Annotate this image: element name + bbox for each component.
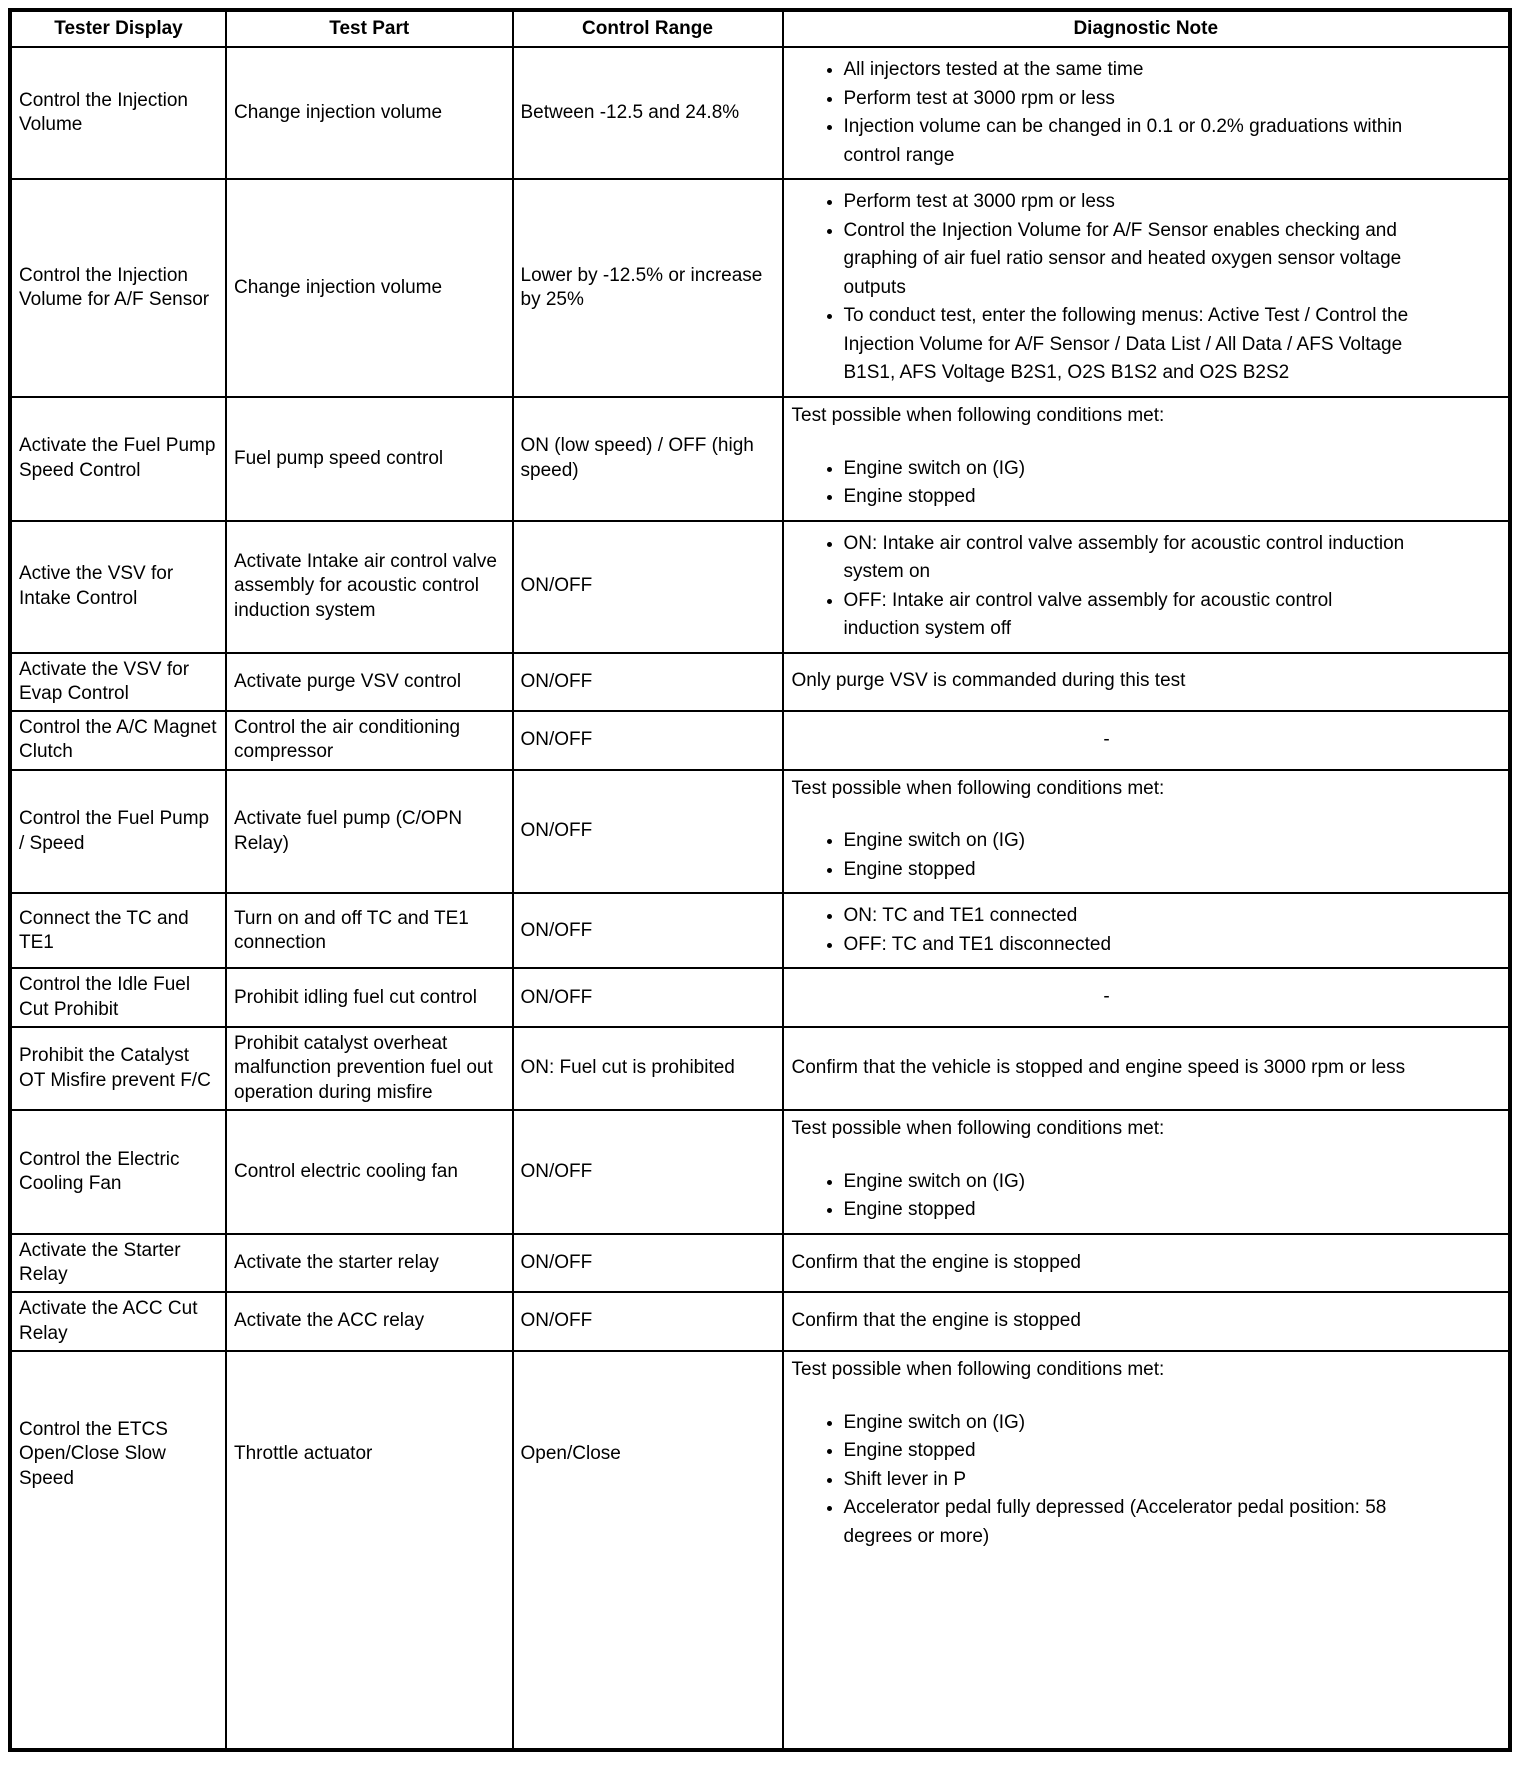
active-test-table — [8, 8, 1512, 1752]
diagnostic-note-cell — [783, 711, 1511, 770]
note-bullet: • Engine stopped — [844, 856, 1411, 885]
table-row — [10, 1027, 1510, 1110]
test-part-cell: Throttle actuator — [226, 1351, 513, 1750]
diagnostic-note-cell — [783, 1292, 1511, 1351]
diagnostic-note-cell — [783, 1351, 1511, 1750]
diagnostic-note-cell — [783, 893, 1511, 968]
table-row — [10, 711, 1510, 770]
note-bullet: • OFF: Intake air control valve assembly for acoustic control induction system off — [844, 587, 1411, 644]
table-header — [10, 10, 1510, 47]
note-bullet: • Engine stopped — [844, 483, 1411, 512]
note-bullet: • ON: TC and TE1 connected — [844, 902, 1411, 931]
note-intro: Test possible when following conditions met: — [791, 404, 1165, 426]
note-bullet-list — [792, 902, 1501, 959]
tester-display-cell: Activate the Starter Relay — [10, 1234, 226, 1293]
test-part-cell: Activate the ACC relay — [226, 1292, 513, 1351]
note-bullet: • Engine switch on (IG) — [844, 827, 1411, 856]
control-range-cell: Lower by -12.5% or increase by 25% — [513, 179, 783, 397]
note-bullet: • Injection volume can be changed in 0.1 or 0.2% graduations within control range — [844, 113, 1411, 170]
note-bullet: • OFF: TC and TE1 disconnected — [844, 931, 1411, 960]
tester-display-cell: Control the Electric Cooling Fan — [10, 1110, 226, 1234]
note-intro: Test possible when following conditions met: — [791, 1358, 1165, 1380]
test-part-cell: Turn on and off TC and TE1 connection — [226, 893, 513, 968]
note-bullet: • Engine stopped — [844, 1196, 1411, 1225]
control-range-cell: ON/OFF — [513, 1292, 783, 1351]
note-bullet: • Engine switch on (IG) — [844, 455, 1411, 484]
table-row — [10, 893, 1510, 968]
column-header-test-part: Test Part — [226, 10, 513, 47]
tester-display-cell: Control the Injection Volume — [10, 47, 226, 179]
note-bullet: • Control the Injection Volume for A/F Sensor enables checking and graphing of air fuel ratio sensor and heated oxygen sensor voltage outputs — [844, 217, 1411, 303]
table-row — [10, 47, 1510, 179]
diagnostic-note-cell — [783, 1234, 1511, 1293]
note-bullet-list — [792, 827, 1501, 884]
table-row — [10, 653, 1510, 712]
control-range-cell: ON: Fuel cut is prohibited — [513, 1027, 783, 1110]
control-range-cell: ON/OFF — [513, 1234, 783, 1293]
note-bullet-list — [792, 56, 1501, 170]
tester-display-cell: Active the VSV for Intake Control — [10, 521, 226, 653]
tester-display-cell: Prohibit the Catalyst OT Misfire prevent F/C — [10, 1027, 226, 1110]
note-bullet: • ON: Intake air control valve assembly for acoustic control induction system on — [844, 530, 1411, 587]
tester-display-cell: Control the ETCS Open/Close Slow Speed — [10, 1351, 226, 1750]
note-intro: Test possible when following conditions met: — [791, 1118, 1165, 1139]
note-text: Only purge VSV is commanded during this test — [791, 670, 1186, 692]
note-text: - — [1103, 986, 1110, 1008]
control-range-cell: ON/OFF — [513, 968, 783, 1027]
column-header-tester-display: Tester Display — [10, 10, 226, 47]
note-bullet: • Accelerator pedal fully depressed (Accelerator pedal position: 58 degrees or more) — [844, 1494, 1411, 1551]
control-range-cell: ON/OFF — [513, 521, 783, 653]
test-part-cell: Control electric cooling fan — [226, 1110, 513, 1234]
test-part-cell: Fuel pump speed control — [226, 397, 513, 521]
note-bullet-list — [792, 188, 1501, 388]
control-range-cell: ON/OFF — [513, 653, 783, 712]
column-header-control-range: Control Range — [513, 10, 783, 47]
test-part-cell: Prohibit idling fuel cut control — [226, 968, 513, 1027]
table-row — [10, 968, 1510, 1027]
note-bullet: • All injectors tested at the same time — [844, 56, 1411, 85]
test-part-cell: Control the air conditioning compressor — [226, 711, 513, 770]
control-range-cell: ON/OFF — [513, 770, 783, 894]
tester-display-cell: Control the Fuel Pump / Speed — [10, 770, 226, 894]
note-text: - — [1103, 729, 1110, 751]
control-range-cell: ON/OFF — [513, 1110, 783, 1234]
note-bullet-list — [792, 1168, 1501, 1225]
test-part-cell: Activate the starter relay — [226, 1234, 513, 1293]
column-header-diagnostic-note: Diagnostic Note — [783, 10, 1511, 47]
test-part-cell: Change injection volume — [226, 179, 513, 397]
note-text: Confirm that the vehicle is stopped and engine speed is 3000 rpm or less — [791, 1057, 1406, 1079]
control-range-cell: ON/OFF — [513, 711, 783, 770]
diagnostic-note-cell — [783, 1027, 1511, 1110]
diagnostic-note-cell — [783, 521, 1511, 653]
tester-display-cell: Control the Injection Volume for A/F Sensor — [10, 179, 226, 397]
table-row — [10, 1234, 1510, 1293]
note-bullet: • Shift lever in P — [844, 1466, 1411, 1495]
test-part-cell: Change injection volume — [226, 47, 513, 179]
tester-display-cell: Activate the VSV for Evap Control — [10, 653, 226, 712]
control-range-cell: ON/OFF — [513, 893, 783, 968]
test-part-cell: Activate purge VSV control — [226, 653, 513, 712]
header-row — [10, 10, 1510, 47]
table-row — [10, 179, 1510, 397]
tester-display-cell: Connect the TC and TE1 — [10, 893, 226, 968]
diagnostic-note-cell — [783, 179, 1511, 397]
table-row — [10, 770, 1510, 894]
table-row — [10, 397, 1510, 521]
note-bullet: • To conduct test, enter the following menus: Active Test / Control the Injection Volume for A/F Sensor / Data List / All Data / AFS Voltage B1S1, AFS Voltage B2S1, O2S B1S2 and O2S B2S2 — [844, 302, 1411, 388]
control-range-cell: ON (low speed) / OFF (high speed) — [513, 397, 783, 521]
tester-display-cell: Activate the ACC Cut Relay — [10, 1292, 226, 1351]
note-bullet: • Engine stopped — [844, 1437, 1411, 1466]
diagnostic-note-cell — [783, 47, 1511, 179]
control-range-cell: Between -12.5 and 24.8% — [513, 47, 783, 179]
note-bullet: • Perform test at 3000 rpm or less — [844, 188, 1411, 217]
test-part-cell: Prohibit catalyst overheat malfunction prevention fuel out operation during misfire — [226, 1027, 513, 1110]
test-part-cell: Activate fuel pump (C/OPN Relay) — [226, 770, 513, 894]
note-intro: Test possible when following conditions met: — [791, 777, 1165, 799]
tester-display-cell: Control the Idle Fuel Cut Prohibit — [10, 968, 226, 1027]
note-bullet-list — [792, 455, 1501, 512]
table-row — [10, 1110, 1510, 1234]
diagnostic-note-cell — [783, 653, 1511, 712]
diagnostic-note-cell — [783, 968, 1511, 1027]
table-row — [10, 1351, 1510, 1750]
note-bullet: • Perform test at 3000 rpm or less — [844, 85, 1411, 114]
tester-display-cell: Control the A/C Magnet Clutch — [10, 711, 226, 770]
tester-display-cell: Activate the Fuel Pump Speed Control — [10, 397, 226, 521]
diagnostic-note-cell — [783, 1110, 1511, 1234]
table-body — [10, 47, 1510, 1750]
note-bullet-list — [792, 1409, 1501, 1552]
table-row — [10, 521, 1510, 653]
control-range-cell: Open/Close — [513, 1351, 783, 1750]
diagnostic-note-cell — [783, 397, 1511, 521]
table-row — [10, 1292, 1510, 1351]
diagnostic-note-cell — [783, 770, 1511, 894]
note-bullet-list — [792, 530, 1501, 644]
note-text: Confirm that the engine is stopped — [791, 1251, 1081, 1273]
test-part-cell: Activate Intake air control valve assembly for acoustic control induction system — [226, 521, 513, 653]
note-bullet: • Engine switch on (IG) — [844, 1409, 1411, 1438]
note-text: Confirm that the engine is stopped — [791, 1310, 1081, 1332]
note-bullet: • Engine switch on (IG) — [844, 1168, 1411, 1197]
